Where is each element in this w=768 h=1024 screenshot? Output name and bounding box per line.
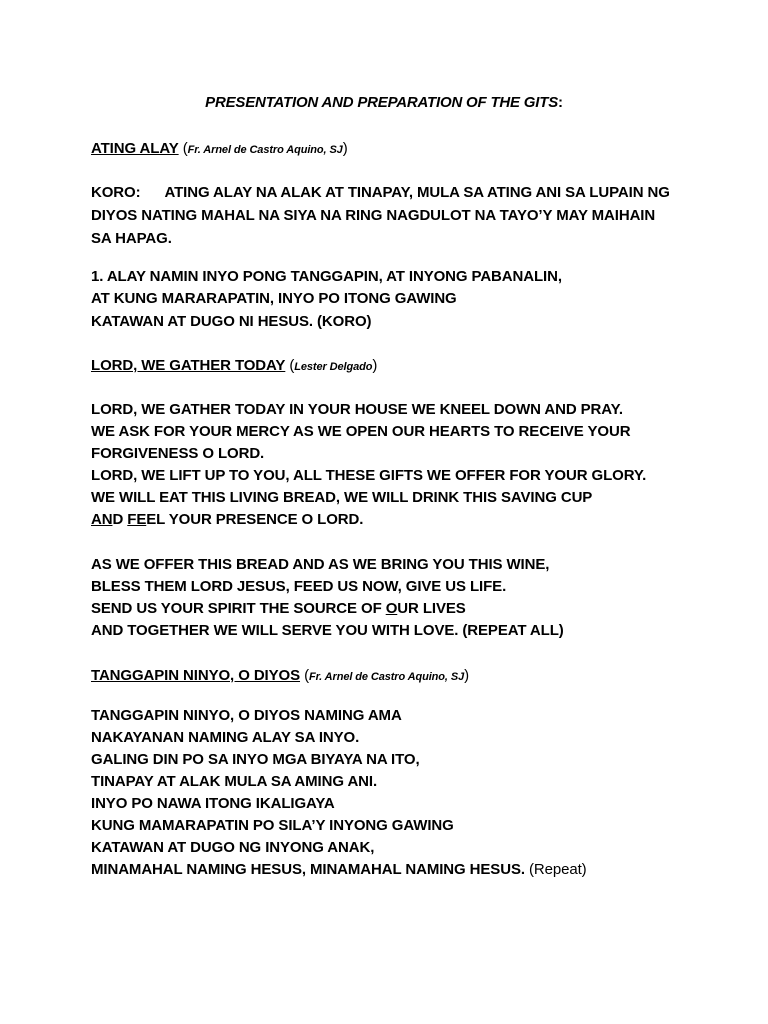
- song-heading-lord-we-gather-today: LORD, WE GATHER TODAY (Lester Delgado): [91, 357, 378, 374]
- title-text: PRESENTATION AND PREPARATION OF THE GITS: [205, 94, 559, 111]
- lyric-line: [91, 600, 466, 617]
- lyric-text: EL YOUR PRESENCE O LORD.: [146, 511, 364, 528]
- lyric-line: [91, 511, 363, 528]
- lyric-text: MINAMAHAL NAMING HESUS, MINAMAHAL NAMING HESUS.: [91, 861, 529, 878]
- verse-line: AT KUNG MARARAPATIN, INYO PO ITONG GAWING: [91, 290, 457, 307]
- lyric-line: INYO PO NAWA ITONG IKALIGAYA: [91, 795, 335, 812]
- song-credit: Fr. Arnel de Castro Aquino, SJ: [187, 144, 343, 156]
- lyric-line: NAKAYANAN NAMING ALAY SA INYO.: [91, 729, 360, 746]
- lyric-line: BLESS THEM LORD JESUS, FEED US NOW, GIVE US LIFE.: [91, 578, 507, 595]
- song-title: ATING ALAY: [91, 140, 179, 157]
- song-heading-tanggapin-ninyo: TANGGAPIN NINYO, O DIYOS (Fr. Arnel de Castro Aquino, SJ): [91, 667, 469, 684]
- page-title: [0, 94, 768, 111]
- song-heading-ating-alay: ATING ALAY (Fr. Arnel de Castro Aquino, SJ): [91, 140, 348, 157]
- title-colon: :: [558, 94, 563, 111]
- lyric-line: WE ASK FOR YOUR MERCY AS WE OPEN OUR HEARTS TO RECEIVE YOUR: [91, 423, 631, 440]
- lyric-line: AS WE OFFER THIS BREAD AND AS WE BRING YOU THIS WINE,: [91, 556, 550, 573]
- lyric-line: KUNG MAMARAPATIN PO SILA’Y INYONG GAWING: [91, 817, 454, 834]
- lyric-text: D: [112, 511, 128, 528]
- song-title: TANGGAPIN NINYO, O DIYOS: [91, 667, 301, 684]
- lyric-text: UR LIVES: [397, 600, 466, 617]
- chorus-line: SA HAPAG.: [91, 230, 172, 247]
- lyric-line: GALING DIN PO SA INYO MGA BIYAYA NA ITO,: [91, 751, 420, 768]
- lyric-line: [91, 861, 587, 878]
- song-credit: Lester Delgado: [294, 361, 373, 373]
- lyric-line: TANGGAPIN NINYO, O DIYOS NAMING AMA: [91, 707, 402, 724]
- lyric-text: SEND US YOUR SPIRIT THE SOURCE OF: [91, 600, 386, 617]
- chorus-line: DIYOS NATING MAHAL NA SIYA NA RING NAGDULOT NA TAYO’Y MAY MAIHAIN: [91, 207, 656, 224]
- chorus-label: KORO:: [91, 184, 141, 201]
- lyric-line: TINAPAY AT ALAK MULA SA AMING ANI.: [91, 773, 378, 790]
- lyric-line: FORGIVENESS O LORD.: [91, 445, 265, 462]
- song-credit: Fr. Arnel de Castro Aquino, SJ: [308, 671, 465, 683]
- lyric-text: AN: [91, 511, 113, 528]
- lyric-text: ATING ALAY NA ALAK AT TINAPAY, MULA SA ATING ANI SA LUPAIN NG: [164, 184, 670, 201]
- repeat-note: (Repeat): [528, 861, 587, 878]
- lyric-text: O: [385, 600, 398, 617]
- lyric-line: WE WILL EAT THIS LIVING BREAD, WE WILL DRINK THIS SAVING CUP: [91, 489, 593, 506]
- lyric-line: AND TOGETHER WE WILL SERVE YOU WITH LOVE. (REPEAT ALL): [91, 622, 564, 639]
- verse-line: KATAWAN AT DUGO NI HESUS. (KORO): [91, 313, 372, 330]
- lyric-line: LORD, WE GATHER TODAY IN YOUR HOUSE WE KNEEL DOWN AND PRAY.: [91, 401, 623, 418]
- lyric-line: KATAWAN AT DUGO NG INYONG ANAK,: [91, 839, 375, 856]
- verse-line: 1. ALAY NAMIN INYO PONG TANGGAPIN, AT INYONG PABANALIN,: [91, 268, 562, 285]
- lyric-line: LORD, WE LIFT UP TO YOU, ALL THESE GIFTS WE OFFER FOR YOUR GLORY.: [91, 467, 647, 484]
- song-title: LORD, WE GATHER TODAY: [91, 357, 286, 374]
- chorus-line: [91, 184, 670, 201]
- lyric-text: FE: [127, 511, 147, 528]
